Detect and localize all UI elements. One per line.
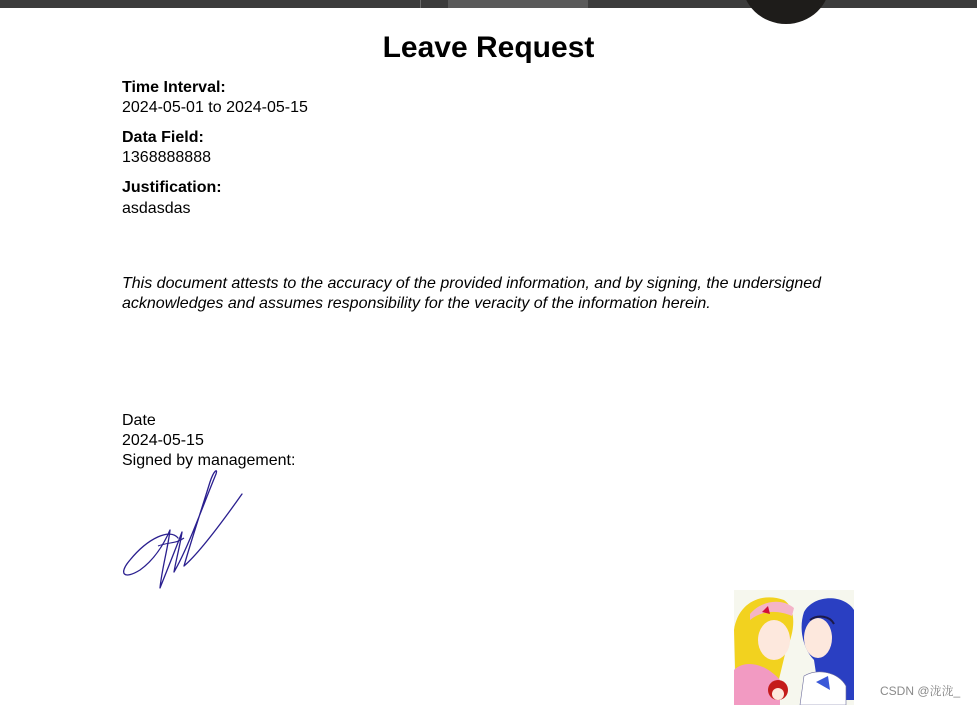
attestation-text: This document attests to the accuracy of the provided information, and by signing, the undersigned acknowledges and assumes responsibility for the veracity of the information herein. [122, 275, 822, 312]
justification-value: asdasdas [122, 200, 191, 217]
time-interval-label: Time Interval: [122, 79, 226, 96]
scrollbar-thumb[interactable] [448, 0, 588, 8]
top-bar-divider [420, 0, 421, 8]
data-field-value: 1368888888 [122, 149, 211, 166]
anime-illustration [734, 590, 854, 705]
justification-label: Justification: [122, 179, 222, 196]
page-title: Leave Request [382, 31, 595, 64]
signed-by-label: Signed by management: [122, 452, 296, 469]
time-interval-value: 2024-05-01 to 2024-05-15 [122, 99, 308, 116]
decorative-circle [742, 0, 830, 24]
data-field-label: Data Field: [122, 129, 204, 146]
signature-image [118, 468, 248, 593]
watermark-text: CSDN @泷泷_ [880, 684, 961, 698]
date-value: 2024-05-15 [122, 432, 204, 449]
browser-top-bar [0, 0, 977, 8]
date-label: Date [122, 412, 156, 429]
